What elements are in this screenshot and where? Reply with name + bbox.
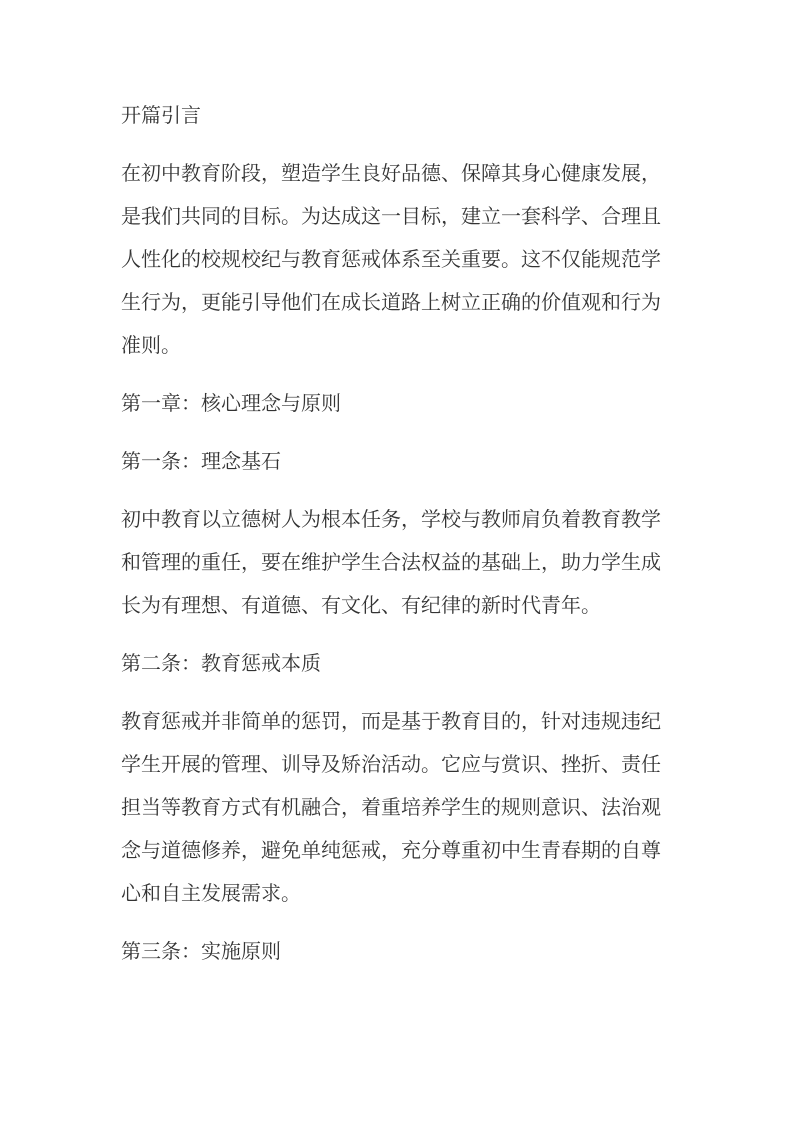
paragraph-article-1: 初中教育以立德树人为根本任务，学校与教师肩负着教育教学和管理的重任，要在维护学生合法权益的基础上，助力学生成长为有理想、有道德、有文化、有纪律的新时代青年。 xyxy=(121,509,661,617)
paragraph-article-2: 教育惩戒并非简单的惩罚，而是基于教育目的，针对违规违纪学生开展的管理、训导及矫治活动。它应与赏识、挫折、责任担当等教育方式有机融合，着重培养学生的规则意识、法治观念与道德修养，避免单纯惩戒，充分尊重初中生青春期的自尊心和自主发展需求。 xyxy=(121,711,661,905)
heading-chapter-1: 第一章：核心理念与原则 xyxy=(121,393,341,415)
heading-opening: 开篇引言 xyxy=(121,105,201,127)
heading-article-2: 第二条：教育惩戒本质 xyxy=(121,653,321,675)
heading-article-1: 第一条：理念基石 xyxy=(121,451,281,473)
paragraph-intro: 在初中教育阶段，塑造学生良好品德、保障其身心健康发展，是我们共同的目标。为达成这一目标，建立一套科学、合理且人性化的校规校纪与教育惩戒体系至关重要。这不仅能规范学生行为，更能引导他们在成长道路上树立正确的价值观和行为准则。 xyxy=(121,163,661,357)
heading-article-3: 第三条：实施原则 xyxy=(121,941,281,963)
